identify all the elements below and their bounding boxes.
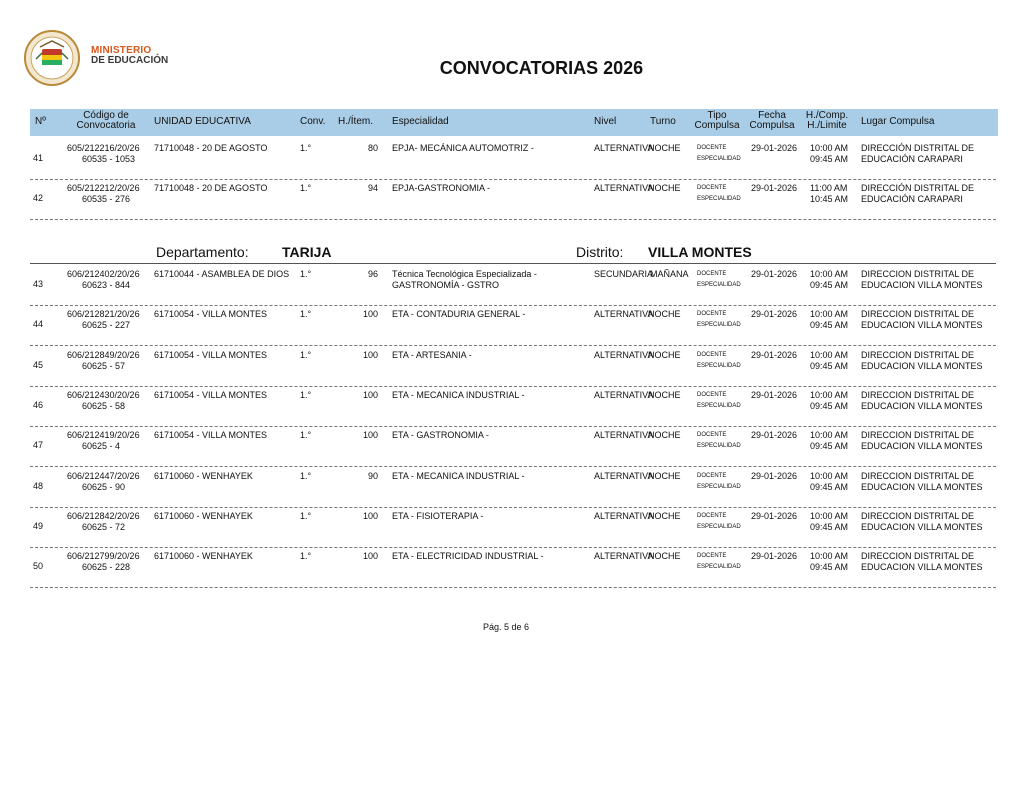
tipo-line1: DOCENTE xyxy=(697,472,727,479)
tipo-line1: DOCENTE xyxy=(697,512,727,519)
lugar-line1: DIRECCION DISTRITAL DE xyxy=(861,510,975,521)
conv: 1.° xyxy=(300,183,312,193)
fecha-compulsa: 29-01-2026 xyxy=(751,269,798,279)
especialidad-line1: EPJA- MECÁNICA AUTOMOTRIZ - xyxy=(392,143,534,153)
dept-value: TARIJA xyxy=(282,244,332,260)
row-number: 48 xyxy=(33,480,44,491)
table-row xyxy=(30,179,996,220)
codigo-line1: 606/212849/20/26 xyxy=(67,349,140,360)
nivel: ALTERNATIVA xyxy=(594,309,654,320)
tipo-line2: ESPECIALIDAD xyxy=(697,443,741,450)
nivel: ALTERNATIVA xyxy=(594,551,654,562)
table-row xyxy=(30,507,996,548)
col-hitem: H./Ítem. xyxy=(338,116,374,127)
tipo-line1: DOCENTE xyxy=(697,553,727,560)
codigo-line1: 606/212419/20/26 xyxy=(67,430,140,441)
lugar-line2: EDUCACION VILLA MONTES xyxy=(861,360,983,371)
codigo-line2: 60625 - 4 xyxy=(82,441,121,452)
codigo-line2: 60625 - 58 xyxy=(82,400,126,411)
lugar-line2: EDUCACION VILLA MONTES xyxy=(861,481,983,492)
unidad-educativa: 61710054 - VILLA MONTES xyxy=(154,430,268,441)
fecha-compulsa: 29-01-2026 xyxy=(751,349,798,360)
col-tipo: Tipo Compulsa xyxy=(694,110,740,131)
hora-limite: 09:45 AM xyxy=(810,481,849,492)
dist-value: VILLA MONTES xyxy=(648,244,752,260)
especialidad-line1: Técnica Tecnológica Especializada - xyxy=(392,269,537,279)
tipo-line2: ESPECIALIDAD xyxy=(697,564,741,571)
tipo-line1: DOCENTE xyxy=(697,311,727,318)
tipo-line1: DOCENTE xyxy=(697,185,727,191)
especialidad-line1: ETA - ARTESANIA - xyxy=(392,349,472,360)
conv: 1.° xyxy=(300,309,312,320)
turno: NOCHE xyxy=(648,551,681,562)
tipo-line1: DOCENTE xyxy=(697,432,727,439)
nivel: ALTERNATIVA xyxy=(594,143,654,153)
codigo-line1: 606/212821/20/26 xyxy=(67,309,140,320)
hora-compulsa: 10:00 AM xyxy=(810,430,849,441)
org-line1: MINISTERIO xyxy=(91,45,152,56)
row-number: 45 xyxy=(33,359,44,370)
lugar-line1: DIRECCION DISTRITAL DE xyxy=(861,551,975,562)
table-row xyxy=(30,426,996,467)
lugar-line2: EDUCACION VILLA MONTES xyxy=(861,400,983,411)
h-item: 100 xyxy=(362,430,378,441)
turno: NOCHE xyxy=(648,430,681,441)
hora-limite: 09:45 AM xyxy=(810,521,849,532)
codigo-line1: 605/212216/20/26 xyxy=(67,143,140,153)
hora-compulsa: 10:00 AM xyxy=(810,389,849,400)
table-row xyxy=(30,386,996,427)
page-number: Pág. 5 de 6 xyxy=(482,622,530,632)
row-number: 42 xyxy=(33,193,44,203)
codigo-line2: 60535 - 1053 xyxy=(82,154,136,164)
h-item: 90 xyxy=(367,470,378,481)
col-turno: Turno xyxy=(650,116,676,127)
unidad-educativa: 61710054 - VILLA MONTES xyxy=(154,389,268,400)
fecha-compulsa: 29-01-2026 xyxy=(751,389,798,400)
hora-limite: 09:45 AM xyxy=(810,280,849,290)
hora-limite: 09:45 AM xyxy=(810,360,849,371)
tipo-line1: DOCENTE xyxy=(697,271,727,277)
hora-limite: 09:45 AM xyxy=(810,441,849,452)
lugar-line1: DIRECCIÓN DISTRITAL DE xyxy=(861,183,975,193)
fecha-compulsa: 29-01-2026 xyxy=(751,510,798,521)
codigo-line2: 60535 - 276 xyxy=(82,194,131,204)
codigo-line2: 60625 - 228 xyxy=(82,562,131,573)
row-number: 47 xyxy=(33,440,44,451)
table-row xyxy=(30,547,996,588)
lugar-line1: DIRECCION DISTRITAL DE xyxy=(861,349,975,360)
turno: NOCHE xyxy=(648,183,681,193)
h-item: 100 xyxy=(362,309,378,320)
hora-compulsa: 10:00 AM xyxy=(810,349,849,360)
fecha-compulsa: 29-01-2026 xyxy=(751,183,798,193)
unidad-educativa: 61710060 - WENHAYEK xyxy=(154,551,253,562)
h-item: 80 xyxy=(367,143,378,153)
h-item: 100 xyxy=(362,551,378,562)
col-especialidad: Especialidad xyxy=(392,116,449,127)
tipo-line2: ESPECIALIDAD xyxy=(697,483,741,490)
conv: 1.° xyxy=(300,430,312,441)
hora-limite: 09:45 AM xyxy=(810,320,849,331)
row-number: 50 xyxy=(33,561,44,572)
hora-compulsa: 10:00 AM xyxy=(810,269,849,279)
unidad-educativa: 61710060 - WENHAYEK xyxy=(154,470,253,481)
tipo-line2: ESPECIALIDAD xyxy=(697,196,741,202)
turno: NOCHE xyxy=(648,389,681,400)
tipo-line1: DOCENTE xyxy=(697,391,727,398)
codigo-line1: 606/212842/20/26 xyxy=(67,510,140,521)
nivel: ALTERNATIVA xyxy=(594,470,654,481)
codigo-line2: 60623 - 844 xyxy=(82,280,131,290)
table-row xyxy=(30,139,996,180)
nivel: ALTERNATIVA xyxy=(594,349,654,360)
hora-limite: 09:45 AM xyxy=(810,400,849,411)
nivel: ALTERNATIVA xyxy=(594,183,654,193)
nivel: SECUNDARIA xyxy=(594,269,654,279)
conv: 1.° xyxy=(300,349,312,360)
hora-compulsa: 10:00 AM xyxy=(810,510,849,521)
unidad-educativa: 61710054 - VILLA MONTES xyxy=(154,309,268,320)
col-nivel: Nivel xyxy=(594,116,617,127)
h-item: 96 xyxy=(367,269,378,279)
table-row xyxy=(30,305,996,346)
lugar-line2: EDUCACION VILLA MONTES xyxy=(861,320,983,331)
turno: NOCHE xyxy=(648,349,681,360)
hora-compulsa: 10:00 AM xyxy=(810,551,849,562)
lugar-line1: DIRECCION DISTRITAL DE xyxy=(861,309,975,320)
nivel: ALTERNATIVA xyxy=(594,510,654,521)
unidad-educativa: 71710048 - 20 DE AGOSTO xyxy=(154,143,268,153)
codigo-line2: 60625 - 57 xyxy=(82,360,126,371)
hora-compulsa: 10:00 AM xyxy=(810,309,849,320)
codigo-line2: 60625 - 227 xyxy=(82,320,131,331)
lugar-line1: DIRECCION DISTRITAL DE xyxy=(861,389,975,400)
row-number: 49 xyxy=(33,520,44,531)
fecha-compulsa: 29-01-2026 xyxy=(751,430,798,441)
codigo-line2: 60625 - 90 xyxy=(82,481,126,492)
turno: NOCHE xyxy=(648,309,681,320)
hora-limite: 09:45 AM xyxy=(810,562,849,573)
turno: NOCHE xyxy=(648,470,681,481)
fecha-compulsa: 29-01-2026 xyxy=(751,551,798,562)
row-number: 43 xyxy=(33,279,44,289)
col-unidad: UNIDAD EDUCATIVA xyxy=(154,116,251,127)
unidad-educativa: 61710044 - ASAMBLEA DE DIOS xyxy=(154,269,290,279)
lugar-line2: EDUCACION VILLA MONTES xyxy=(861,562,983,573)
tipo-line1: DOCENTE xyxy=(697,351,727,358)
conv: 1.° xyxy=(300,551,312,562)
fecha-compulsa: 29-01-2026 xyxy=(751,143,798,153)
especialidad-line2: GASTRONOMÍA - GSTRO xyxy=(392,280,500,290)
unidad-educativa: 61710060 - WENHAYEK xyxy=(154,510,253,521)
col-num: Nº xyxy=(35,116,46,127)
table-row xyxy=(30,467,996,508)
lugar-line2: EDUCACION VILLA MONTES xyxy=(861,521,983,532)
especialidad-line1: ETA - MECANICA INDUSTRIAL - xyxy=(392,470,525,481)
conv: 1.° xyxy=(300,510,312,521)
especialidad-line1: ETA - FISIOTERAPIA - xyxy=(392,510,484,521)
h-item: 100 xyxy=(362,349,378,360)
tipo-line2: ESPECIALIDAD xyxy=(697,156,741,162)
codigo-line2: 60625 - 72 xyxy=(82,521,126,532)
conv: 1.° xyxy=(300,269,312,279)
col-hcomp: H./Comp. H./Limite xyxy=(805,110,849,131)
lugar-line1: DIRECCIÓN DISTRITAL DE xyxy=(861,143,975,153)
conv: 1.° xyxy=(300,389,312,400)
hora-compulsa: 11:00 AM xyxy=(810,183,848,193)
conv: 1.° xyxy=(300,143,312,153)
especialidad-line1: ETA - MECANICA INDUSTRIAL - xyxy=(392,389,525,400)
row-number: 44 xyxy=(33,319,44,330)
section-header xyxy=(30,243,996,264)
table-row xyxy=(30,265,996,306)
dist-label: Distrito: xyxy=(576,244,624,260)
col-codigo: Código de Convocatoria xyxy=(76,110,136,131)
nivel: ALTERNATIVA xyxy=(594,389,654,400)
row-number: 46 xyxy=(33,399,44,410)
dept-label: Departamento: xyxy=(156,244,249,260)
lugar-line2: EDUCACION VILLA MONTES xyxy=(861,280,983,290)
hora-compulsa: 10:00 AM xyxy=(810,143,849,153)
lugar-line1: DIRECCION DISTRITAL DE xyxy=(861,430,975,441)
tipo-line2: ESPECIALIDAD xyxy=(697,523,741,530)
table-header xyxy=(30,109,998,136)
tipo-line2: ESPECIALIDAD xyxy=(697,322,741,329)
unidad-educativa: 61710054 - VILLA MONTES xyxy=(154,349,268,360)
org-line2: DE EDUCACIÓN xyxy=(91,55,169,66)
lugar-line1: DIRECCION DISTRITAL DE xyxy=(861,269,975,279)
turno: NOCHE xyxy=(648,510,681,521)
codigo-line1: 606/212402/20/26 xyxy=(67,269,140,279)
codigo-line1: 606/212430/20/26 xyxy=(67,389,140,400)
turno: MAÑANA xyxy=(650,269,689,279)
row-number: 41 xyxy=(33,153,44,163)
table-row xyxy=(30,346,996,387)
tipo-line1: DOCENTE xyxy=(697,145,727,151)
unidad-educativa: 71710048 - 20 DE AGOSTO xyxy=(154,183,268,193)
especialidad-line1: ETA - ELECTRICIDAD INDUSTRIAL - xyxy=(392,551,544,562)
tipo-line2: ESPECIALIDAD xyxy=(697,362,741,369)
h-item: 100 xyxy=(362,510,378,521)
conv: 1.° xyxy=(300,470,312,481)
col-lugar: Lugar Compulsa xyxy=(861,116,935,127)
hora-limite: 09:45 AM xyxy=(810,154,849,164)
turno: NOCHE xyxy=(648,143,681,153)
especialidad-line1: ETA - GASTRONOMIA - xyxy=(392,430,489,441)
page-title: CONVOCATORIAS 2026 xyxy=(439,58,644,78)
h-item: 94 xyxy=(367,183,378,193)
hora-limite: 10:45 AM xyxy=(810,194,849,204)
tipo-line2: ESPECIALIDAD xyxy=(697,282,741,288)
col-fecha: Fecha Compulsa xyxy=(749,110,795,131)
nivel: ALTERNATIVA xyxy=(594,430,654,441)
col-conv: Conv. xyxy=(300,116,326,127)
codigo-line1: 606/212799/20/26 xyxy=(67,551,140,562)
especialidad-line1: EPJA-GASTRONOMIA - xyxy=(392,183,491,193)
codigo-line1: 606/212447/20/26 xyxy=(67,470,140,481)
lugar-line2: EDUCACIÓN CARAPARI xyxy=(861,154,963,164)
lugar-line2: EDUCACION VILLA MONTES xyxy=(861,441,983,452)
fecha-compulsa: 29-01-2026 xyxy=(751,309,798,320)
lugar-line2: EDUCACIÓN CARAPARI xyxy=(861,194,963,204)
codigo-line1: 605/212212/20/26 xyxy=(67,183,140,193)
tipo-line2: ESPECIALIDAD xyxy=(697,402,741,409)
h-item: 100 xyxy=(362,389,378,400)
especialidad-line1: ETA - CONTADURIA GENERAL - xyxy=(392,309,526,320)
hora-compulsa: 10:00 AM xyxy=(810,470,849,481)
lugar-line1: DIRECCION DISTRITAL DE xyxy=(861,470,975,481)
fecha-compulsa: 29-01-2026 xyxy=(751,470,798,481)
